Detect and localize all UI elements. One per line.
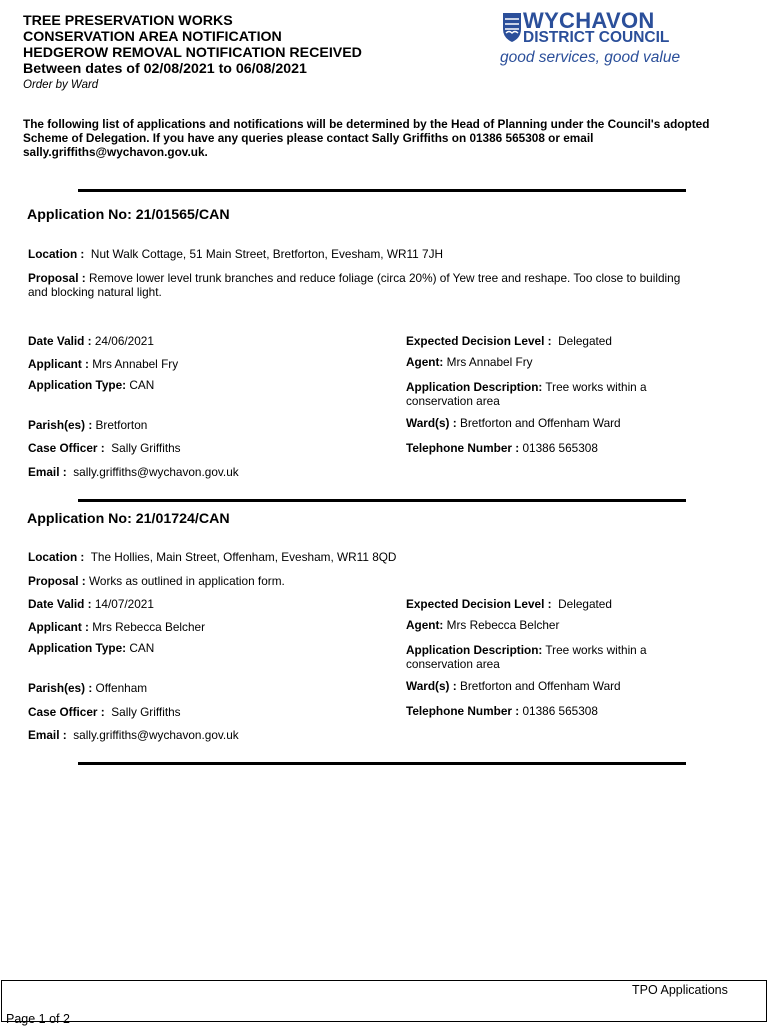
location-label: Location : bbox=[28, 247, 85, 261]
divider bbox=[78, 762, 686, 765]
title-line-3: HEDGEROW REMOVAL NOTIFICATION RECEIVED bbox=[23, 45, 362, 61]
document-title bbox=[23, 13, 362, 77]
location-value: Nut Walk Cottage, 51 Main Street, Bretforton, Evesham, WR11 7JH bbox=[90, 247, 444, 261]
parish-label: Parish(es) : bbox=[28, 681, 93, 695]
parish-value: Bretforton bbox=[95, 418, 148, 432]
parish-row bbox=[28, 681, 147, 695]
title-line-2: CONSERVATION AREA NOTIFICATION bbox=[23, 29, 282, 45]
ward-label: Ward(s) : bbox=[406, 416, 457, 430]
email-label: Email : bbox=[28, 728, 67, 742]
application-number: Application No: 21/01565/CAN bbox=[27, 207, 230, 223]
ward-row bbox=[406, 416, 621, 430]
parish-value: Offenham bbox=[95, 681, 148, 695]
application-type-label: Application Type: bbox=[28, 378, 127, 392]
agent-value: Mrs Rebecca Belcher bbox=[446, 618, 560, 632]
case-officer-row bbox=[28, 705, 181, 719]
case-officer-label: Case Officer : bbox=[28, 441, 105, 455]
agent-label: Agent: bbox=[406, 618, 444, 632]
email-value: sally.griffiths@wychavon.gov.uk bbox=[73, 728, 239, 742]
agent-row bbox=[406, 355, 533, 369]
applicant-row bbox=[28, 357, 178, 371]
location-row bbox=[28, 550, 396, 564]
date-valid-value: 14/07/2021 bbox=[94, 597, 154, 611]
date-valid-row bbox=[28, 597, 154, 611]
date-valid-value: 24/06/2021 bbox=[94, 334, 154, 348]
ward-row bbox=[406, 679, 621, 693]
application-type-value: CAN bbox=[129, 378, 155, 392]
divider bbox=[78, 189, 686, 192]
case-officer-row bbox=[28, 441, 181, 455]
application-description-value: Tree works within a conservation area bbox=[406, 380, 647, 408]
intro-paragraph: The following list of applications and notifications will be determined by the Head of Planning under the Council's adopted Scheme of Delegation. If you have any queries please contact Sally Griffiths on 01386 565308 or email sally.griffiths@wychavon.gov.uk. bbox=[23, 117, 710, 159]
order-by-note: Order by Ward bbox=[23, 79, 99, 91]
agent-value: Mrs Annabel Fry bbox=[446, 355, 533, 369]
email-row bbox=[28, 728, 239, 742]
applicant-label: Applicant : bbox=[28, 357, 89, 371]
ward-label: Ward(s) : bbox=[406, 679, 457, 693]
telephone-label: Telephone Number : bbox=[406, 441, 520, 455]
application-number: Application No: 21/01724/CAN bbox=[27, 511, 230, 527]
logo-tagline: good services, good value bbox=[500, 49, 681, 66]
telephone-value: 01386 565308 bbox=[522, 441, 598, 455]
application-description-row bbox=[406, 380, 696, 408]
telephone-row bbox=[406, 704, 598, 718]
proposal-label: Proposal : bbox=[28, 574, 86, 588]
date-valid-label: Date Valid : bbox=[28, 597, 92, 611]
parish-label: Parish(es) : bbox=[28, 418, 93, 432]
application-type-row bbox=[28, 641, 154, 655]
application-description-label: Application Description: bbox=[406, 380, 543, 394]
case-officer-value: Sally Griffiths bbox=[111, 441, 181, 455]
divider bbox=[78, 499, 686, 502]
decision-level-label: Expected Decision Level : bbox=[406, 597, 552, 611]
email-label: Email : bbox=[28, 465, 67, 479]
case-officer-label: Case Officer : bbox=[28, 705, 105, 719]
title-line-1: TREE PRESERVATION WORKS bbox=[23, 13, 233, 29]
shield-icon bbox=[502, 11, 522, 43]
footer-label: TPO Applications bbox=[632, 983, 728, 997]
page-number: Page 1 of 2 bbox=[6, 1012, 70, 1026]
applicant-value: Mrs Rebecca Belcher bbox=[92, 620, 206, 634]
ward-value: Bretforton and Offenham Ward bbox=[459, 416, 621, 430]
ward-value: Bretforton and Offenham Ward bbox=[459, 679, 621, 693]
email-row bbox=[28, 465, 239, 479]
agent-label: Agent: bbox=[406, 355, 444, 369]
council-logo bbox=[500, 9, 696, 71]
email-value: sally.griffiths@wychavon.gov.uk bbox=[73, 465, 239, 479]
telephone-label: Telephone Number : bbox=[406, 704, 520, 718]
decision-level-row bbox=[406, 597, 612, 611]
date-range: Between dates of 02/08/2021 to 06/08/2021 bbox=[23, 61, 307, 77]
application-type-row bbox=[28, 378, 154, 392]
applicant-label: Applicant : bbox=[28, 620, 89, 634]
applicant-value: Mrs Annabel Fry bbox=[92, 357, 179, 371]
proposal-value: Remove lower level trunk branches and reduce foliage (circa 20%) of Yew tree and reshape. Too close to building and blocking natural light. bbox=[28, 271, 681, 299]
case-officer-value: Sally Griffiths bbox=[111, 705, 181, 719]
logo-subtitle: DISTRICT COUNCIL bbox=[523, 29, 670, 46]
proposal-row bbox=[28, 574, 698, 588]
date-valid-row bbox=[28, 334, 154, 348]
application-type-value: CAN bbox=[129, 641, 155, 655]
parish-row bbox=[28, 418, 147, 432]
proposal-label: Proposal : bbox=[28, 271, 86, 285]
decision-level-row bbox=[406, 334, 612, 348]
telephone-row bbox=[406, 441, 598, 455]
agent-row bbox=[406, 618, 559, 632]
proposal-value: Works as outlined in application form. bbox=[88, 574, 285, 588]
applicant-row bbox=[28, 620, 205, 634]
location-label: Location : bbox=[28, 550, 85, 564]
decision-level-value: Delegated bbox=[558, 597, 612, 611]
telephone-value: 01386 565308 bbox=[522, 704, 598, 718]
decision-level-label: Expected Decision Level : bbox=[406, 334, 552, 348]
location-value: The Hollies, Main Street, Offenham, Evesham, WR11 8QD bbox=[90, 550, 397, 564]
location-row bbox=[28, 247, 443, 261]
date-valid-label: Date Valid : bbox=[28, 334, 92, 348]
decision-level-value: Delegated bbox=[558, 334, 612, 348]
proposal-row bbox=[28, 271, 698, 299]
application-description-label: Application Description: bbox=[406, 643, 543, 657]
logo-name: WYCHAVON bbox=[523, 8, 655, 33]
application-description-value: Tree works within a conservation area bbox=[406, 643, 647, 671]
application-description-row bbox=[406, 643, 696, 671]
application-type-label: Application Type: bbox=[28, 641, 127, 655]
